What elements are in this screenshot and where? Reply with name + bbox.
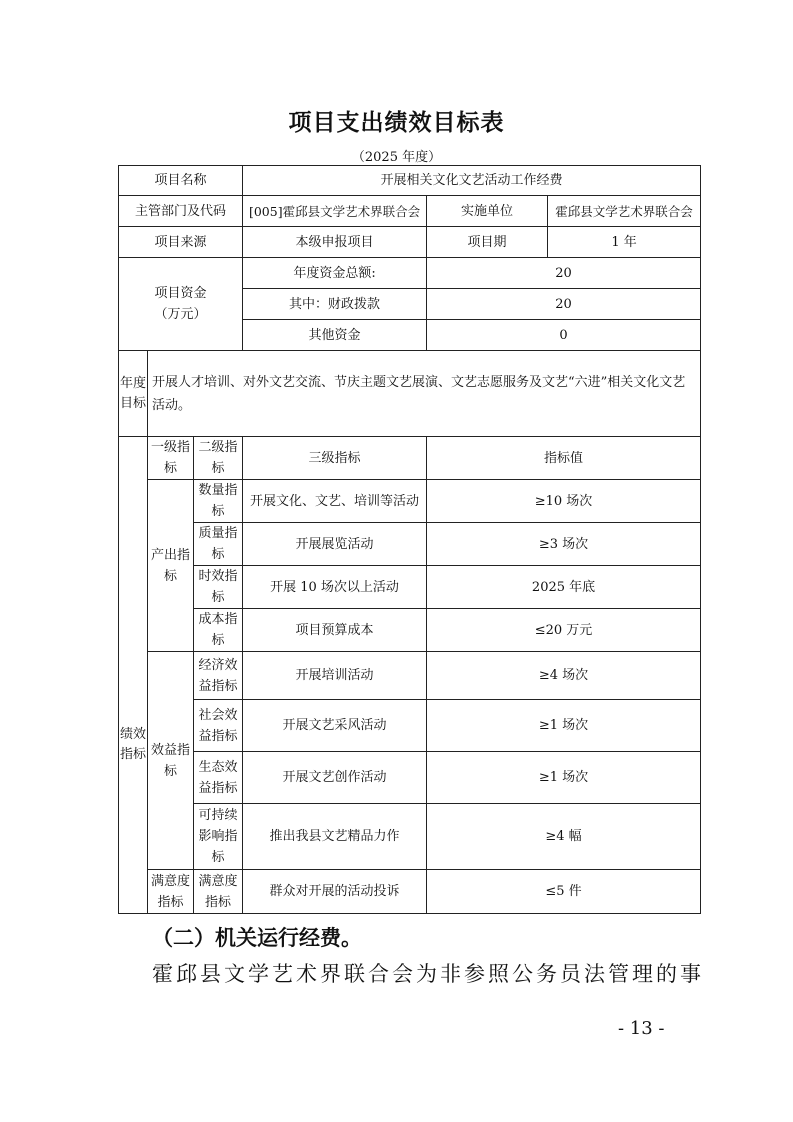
funds-other-label: 其他资金 bbox=[243, 320, 427, 351]
goal-text: 开展人才培训、对外文艺交流、节庆主题文艺展演、文艺志愿服务及文艺“六进”相关文化文艺活动。 bbox=[148, 351, 701, 437]
level3-cell: 开展培训活动 bbox=[243, 652, 427, 700]
value-cell: ≤5 件 bbox=[427, 870, 701, 914]
impl-value: 霍邱县文学艺术界联合会 bbox=[548, 196, 701, 227]
level3-cell: 项目预算成本 bbox=[243, 609, 427, 652]
header-value: 指标值 bbox=[427, 437, 701, 480]
level3-cell: 开展展览活动 bbox=[243, 523, 427, 566]
funds-total-label: 年度资金总额: bbox=[243, 258, 427, 289]
level3-cell: 开展文艺采风活动 bbox=[243, 700, 427, 752]
value-cell: ≥4 场次 bbox=[427, 652, 701, 700]
level2-cell: 数量指标 bbox=[194, 480, 243, 523]
page-number: - 13 - bbox=[618, 1018, 665, 1039]
value-cell: ≥3 场次 bbox=[427, 523, 701, 566]
level2-cell: 经济效益指标 bbox=[194, 652, 243, 700]
level3-cell: 开展文艺创作活动 bbox=[243, 752, 427, 804]
output-indicator-label: 产出指标 bbox=[148, 480, 194, 652]
level2-cell: 质量指标 bbox=[194, 523, 243, 566]
funds-total-value: 20 bbox=[427, 258, 701, 289]
dept-value: [005]霍邱县文学艺术界联合会 bbox=[243, 196, 427, 227]
period-value: 1 年 bbox=[548, 227, 701, 258]
value-cell: ≥1 场次 bbox=[427, 752, 701, 804]
value-cell: ≥1 场次 bbox=[427, 700, 701, 752]
performance-table bbox=[118, 165, 701, 914]
dept-label: 主管部门及代码 bbox=[119, 196, 243, 227]
funds-fiscal-label: 其中：财政拨款 bbox=[243, 289, 427, 320]
value-cell: ≥10 场次 bbox=[427, 480, 701, 523]
header-level1: 一级指标 bbox=[148, 437, 194, 480]
indicator-label: 绩效指标 bbox=[119, 437, 148, 914]
level2-cell: 生态效益指标 bbox=[194, 752, 243, 804]
level3-cell: 群众对开展的活动投诉 bbox=[243, 870, 427, 914]
year-label: （2025 年度） bbox=[351, 150, 442, 165]
level3-cell: 开展 10 场次以上活动 bbox=[243, 566, 427, 609]
funds-label: 项目资金 bbox=[154, 286, 207, 301]
level2-cell: 社会效益指标 bbox=[194, 700, 243, 752]
project-name-value: 开展相关文化文艺活动工作经费 bbox=[243, 166, 701, 196]
level2-cell: 时效指标 bbox=[194, 566, 243, 609]
funds-other-value: 0 bbox=[427, 320, 701, 351]
period-label: 项目期 bbox=[427, 227, 548, 258]
header-level3: 三级指标 bbox=[243, 437, 427, 480]
header-level2: 二级指标 bbox=[194, 437, 243, 480]
value-cell: 2025 年底 bbox=[427, 566, 701, 609]
goal-label: 年度目标 bbox=[119, 351, 148, 437]
level2-cell: 满意度指标 bbox=[194, 870, 243, 914]
level3-cell: 开展文化、文艺、培训等活动 bbox=[243, 480, 427, 523]
source-value: 本级申报项目 bbox=[243, 227, 427, 258]
level2-cell: 可持续影响指标 bbox=[194, 804, 243, 870]
funds-label-cell bbox=[119, 258, 243, 351]
funds-unit: （万元） bbox=[154, 307, 207, 322]
page-title: 项目支出绩效目标表 bbox=[288, 110, 505, 136]
benefit-indicator-label: 效益指标 bbox=[148, 652, 194, 870]
funds-fiscal-value: 20 bbox=[427, 289, 701, 320]
value-cell: ≤20 万元 bbox=[427, 609, 701, 652]
level3-cell: 推出我县文艺精品力作 bbox=[243, 804, 427, 870]
body-paragraph: 霍邱县文学艺术界联合会为非参照公务员法管理的事 bbox=[152, 962, 704, 986]
level2-cell: 成本指标 bbox=[194, 609, 243, 652]
source-label: 项目来源 bbox=[119, 227, 243, 258]
section-heading: （二）机关运行经费。 bbox=[152, 926, 362, 950]
satisfaction-indicator-label: 满意度指标 bbox=[148, 870, 194, 914]
value-cell: ≥4 幅 bbox=[427, 804, 701, 870]
impl-label: 实施单位 bbox=[427, 196, 548, 227]
project-name-label: 项目名称 bbox=[119, 166, 243, 196]
